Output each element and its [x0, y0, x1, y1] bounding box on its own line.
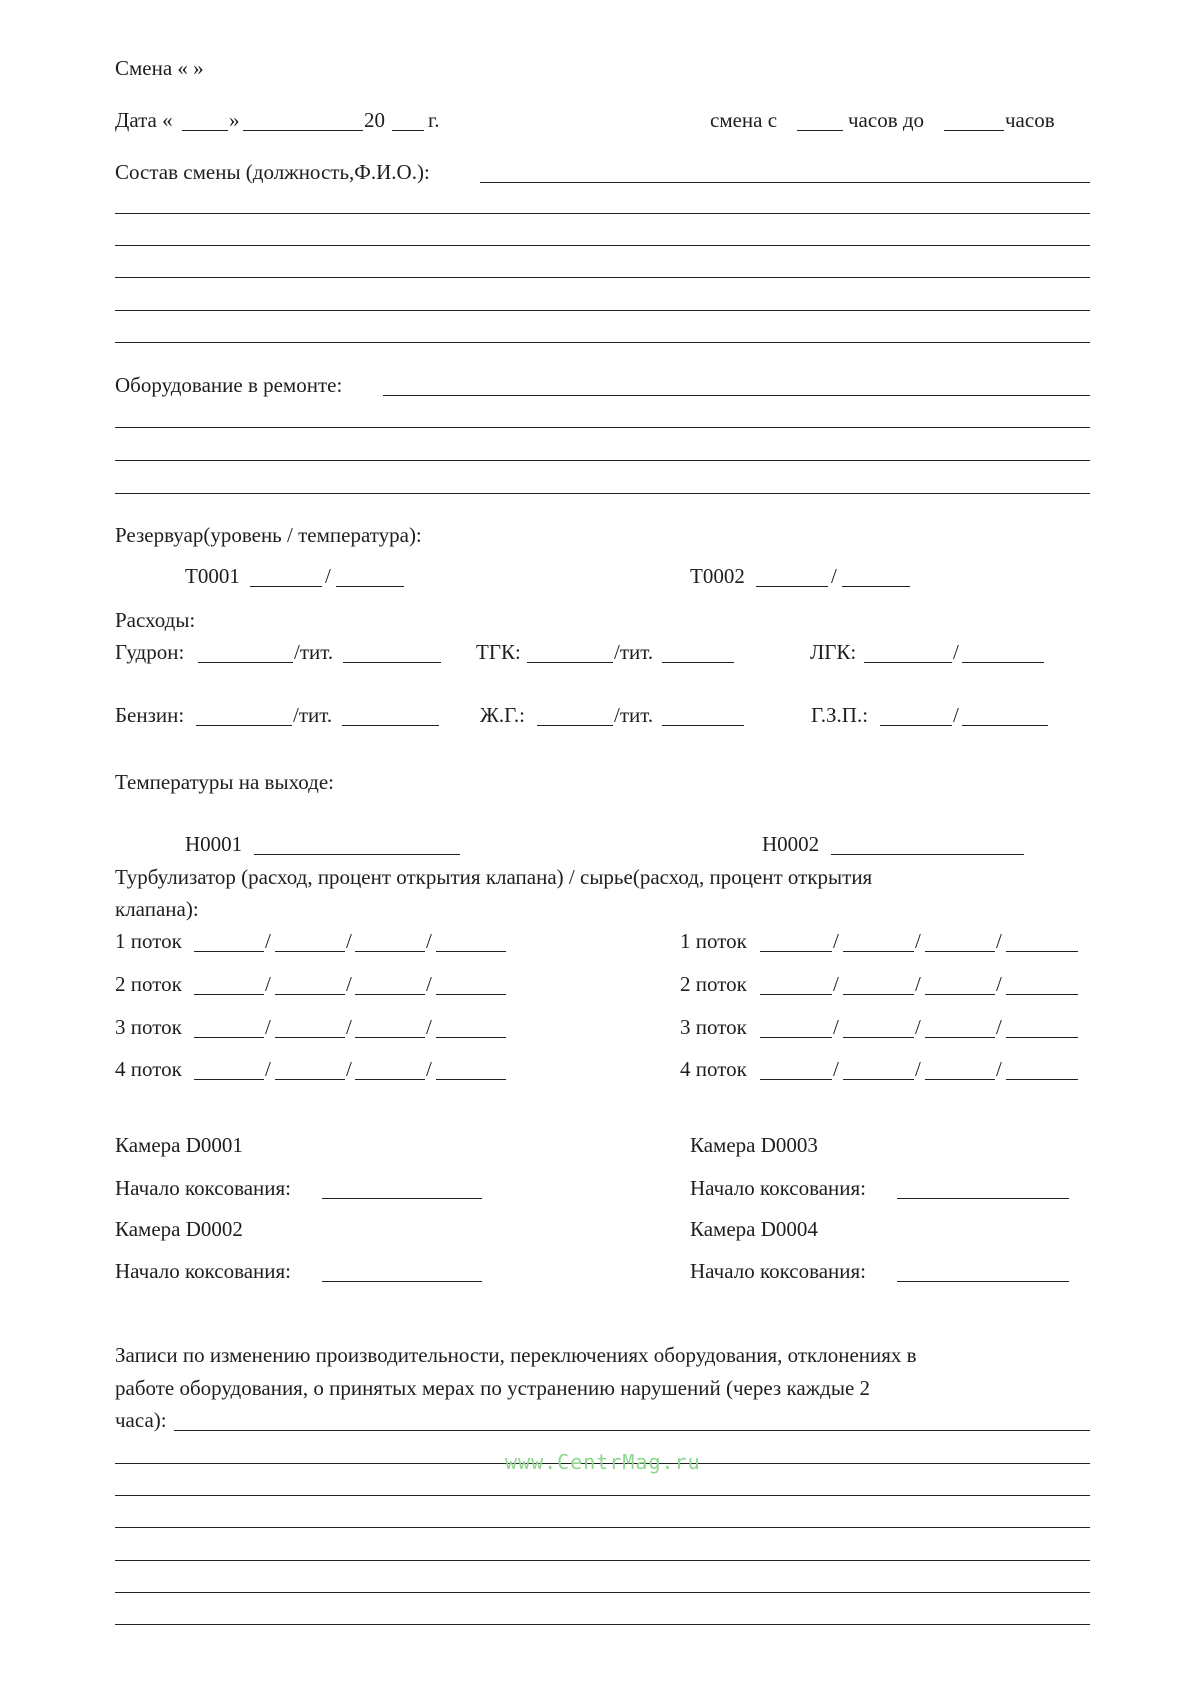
slash: /: [265, 1015, 271, 1039]
slash: /: [915, 1015, 921, 1039]
year-suffix: г.: [428, 108, 440, 132]
flow-zhg-tit-blank[interactable]: [662, 725, 744, 726]
flow-tgk-label: ТГК:: [476, 640, 521, 664]
turbulator-label: Турбулизатор (расход, процент открытия клапана) / сырье(расход, процент открытия: [115, 865, 873, 889]
outlet-h0001-label: Н0001: [185, 832, 243, 856]
flow-lgk-label: ЛГК:: [810, 640, 857, 664]
crew-line[interactable]: [115, 277, 1090, 278]
turbulator-label-cont: клапана):: [115, 897, 199, 921]
chamber-d0004-label: Камера D0004: [690, 1217, 818, 1241]
stream-blank[interactable]: [843, 994, 914, 995]
slash: /: [426, 1057, 432, 1081]
stream-blank[interactable]: [843, 1037, 914, 1038]
hours-to-label: часов до: [848, 108, 925, 132]
records-line[interactable]: [115, 1624, 1090, 1625]
repair-line[interactable]: [115, 427, 1090, 428]
stream-blank[interactable]: [275, 951, 345, 952]
flows-label: Расходы:: [115, 608, 196, 632]
stream-blank[interactable]: [355, 1079, 425, 1080]
outlet-h0002-blank[interactable]: [831, 854, 1024, 855]
coking-start-d0001-blank[interactable]: [322, 1198, 482, 1199]
slash: /: [346, 1057, 352, 1081]
date-quote-close: »: [229, 108, 240, 132]
stream-blank[interactable]: [1006, 1037, 1078, 1038]
slash: /: [996, 1015, 1002, 1039]
slash: /: [833, 1015, 839, 1039]
flow-lgk-blank[interactable]: [864, 662, 952, 663]
flow-zhg-label: Ж.Г.:: [480, 703, 525, 727]
crew-line[interactable]: [115, 213, 1090, 214]
stream-blank[interactable]: [925, 1079, 995, 1080]
crew-line[interactable]: [115, 342, 1090, 343]
repair-line[interactable]: [383, 395, 1090, 396]
records-label-cont: работе оборудования, о принятых мерах по устранению нарушений (через каждые 2: [115, 1376, 871, 1400]
stream-blank[interactable]: [436, 1079, 506, 1080]
tit-label: /тит.: [294, 640, 334, 664]
slash: /: [346, 972, 352, 996]
flow-tgk-blank[interactable]: [527, 662, 613, 663]
flow-gzp-second-blank[interactable]: [962, 725, 1048, 726]
flow-gzp-label: Г.З.П.:: [811, 703, 869, 727]
slash: /: [346, 929, 352, 953]
stream-blank[interactable]: [194, 994, 264, 995]
outlet-h0002-label: Н0002: [762, 832, 820, 856]
year-blank[interactable]: [392, 130, 424, 131]
records-label-end: часа):: [115, 1408, 167, 1432]
stream-blank[interactable]: [1006, 951, 1078, 952]
flow-tgk-tit-blank[interactable]: [662, 662, 734, 663]
shift-from-label: смена с: [710, 108, 778, 132]
crew-line[interactable]: [480, 182, 1090, 183]
slash: /: [953, 640, 959, 664]
slash: /: [833, 1057, 839, 1081]
flow-benzin-blank[interactable]: [196, 725, 292, 726]
flow-benzin-label: Бензин:: [115, 703, 185, 727]
flow-lgk-second-blank[interactable]: [962, 662, 1044, 663]
stream-blank[interactable]: [194, 1037, 264, 1038]
chamber-d0001-label: Камера D0001: [115, 1133, 243, 1157]
stream-label-right: 1 поток: [680, 929, 747, 953]
stream-blank[interactable]: [1006, 1079, 1078, 1080]
records-line[interactable]: [115, 1560, 1090, 1561]
coking-start-label: Начало коксования:: [690, 1176, 867, 1200]
stream-blank[interactable]: [843, 1079, 914, 1080]
tit-label: /тит.: [614, 640, 654, 664]
slash: /: [833, 929, 839, 953]
tank-t0002-temp-blank[interactable]: [842, 586, 910, 587]
flow-zhg-blank[interactable]: [537, 725, 613, 726]
stream-blank[interactable]: [194, 1079, 264, 1080]
stream-blank[interactable]: [760, 1037, 832, 1038]
stream-blank[interactable]: [436, 1037, 506, 1038]
records-line[interactable]: [115, 1495, 1090, 1496]
slash: /: [833, 972, 839, 996]
stream-blank[interactable]: [760, 1079, 832, 1080]
slash: /: [915, 929, 921, 953]
tank-t0002-level-blank[interactable]: [756, 586, 828, 587]
records-label: Записи по изменению производительности, переключениях оборудования, отклонениях в: [115, 1343, 917, 1367]
slash: /: [426, 1015, 432, 1039]
stream-blank[interactable]: [925, 951, 995, 952]
date-day-blank[interactable]: [182, 130, 228, 131]
flow-gzp-blank[interactable]: [880, 725, 952, 726]
records-line[interactable]: [174, 1430, 1090, 1431]
slash: /: [831, 564, 837, 588]
shift-label: Смена « »: [115, 56, 204, 80]
slash: /: [265, 929, 271, 953]
slash: /: [996, 929, 1002, 953]
stream-blank[interactable]: [1006, 994, 1078, 995]
slash: /: [265, 972, 271, 996]
tank-label: Резервуар(уровень / температура):: [115, 523, 422, 547]
date-label: Дата «: [115, 108, 173, 132]
stream-blank[interactable]: [355, 994, 425, 995]
stream-blank[interactable]: [436, 994, 506, 995]
tank-t0001-temp-blank[interactable]: [336, 586, 404, 587]
coking-start-d0002-blank[interactable]: [322, 1281, 482, 1282]
stream-label-left: 2 поток: [115, 972, 182, 996]
stream-label-right: 4 поток: [680, 1057, 747, 1081]
year-prefix: 20: [364, 108, 385, 132]
chamber-d0002-label: Камера D0002: [115, 1217, 243, 1241]
repair-line[interactable]: [115, 493, 1090, 494]
stream-blank[interactable]: [355, 951, 425, 952]
records-line[interactable]: [115, 1592, 1090, 1593]
slash: /: [325, 564, 331, 588]
tank-t0001-label: Т0001: [185, 564, 240, 588]
coking-start-d0003-blank[interactable]: [897, 1198, 1069, 1199]
stream-label-left: 1 поток: [115, 929, 182, 953]
slash: /: [953, 703, 959, 727]
slash: /: [915, 972, 921, 996]
hours-label: часов: [1005, 108, 1055, 132]
outlet-temp-label: Температуры на выходе:: [115, 770, 335, 794]
flow-gudron-blank[interactable]: [198, 662, 293, 663]
stream-blank[interactable]: [760, 951, 832, 952]
coking-start-d0004-blank[interactable]: [897, 1281, 1069, 1282]
flow-benzin-tit-blank[interactable]: [342, 725, 439, 726]
slash: /: [915, 1057, 921, 1081]
watermark: www.CentrMag.ru: [505, 1450, 701, 1474]
flow-gudron-label: Гудрон:: [115, 640, 185, 664]
stream-blank[interactable]: [194, 951, 264, 952]
stream-blank[interactable]: [843, 951, 914, 952]
stream-label-right: 3 поток: [680, 1015, 747, 1039]
stream-blank[interactable]: [355, 1037, 425, 1038]
tank-t0001-level-blank[interactable]: [250, 586, 322, 587]
crew-label: Состав смены (должность,Ф.И.О.):: [115, 160, 430, 184]
repair-label: Оборудование в ремонте:: [115, 373, 343, 397]
stream-label-left: 3 поток: [115, 1015, 182, 1039]
coking-start-label: Начало коксования:: [115, 1259, 292, 1283]
slash: /: [426, 972, 432, 996]
coking-start-label: Начало коксования:: [115, 1176, 292, 1200]
slash: /: [996, 1057, 1002, 1081]
shift-to-blank[interactable]: [944, 130, 1004, 131]
slash: /: [426, 929, 432, 953]
coking-start-label: Начало коксования:: [690, 1259, 867, 1283]
slash: /: [996, 972, 1002, 996]
tit-label: /тит.: [293, 703, 333, 727]
stream-blank[interactable]: [925, 994, 995, 995]
crew-line[interactable]: [115, 245, 1090, 246]
flow-gudron-tit-blank[interactable]: [343, 662, 441, 663]
date-month-blank[interactable]: [243, 130, 363, 131]
outlet-h0001-blank[interactable]: [254, 854, 460, 855]
stream-label-right: 2 поток: [680, 972, 747, 996]
tank-t0002-label: Т0002: [690, 564, 745, 588]
slash: /: [265, 1057, 271, 1081]
records-line[interactable]: [115, 1527, 1090, 1528]
slash: /: [346, 1015, 352, 1039]
stream-blank[interactable]: [275, 1079, 345, 1080]
stream-label-left: 4 поток: [115, 1057, 182, 1081]
stream-blank[interactable]: [925, 1037, 995, 1038]
shift-from-blank[interactable]: [797, 130, 843, 131]
crew-line[interactable]: [115, 310, 1090, 311]
stream-blank[interactable]: [275, 1037, 345, 1038]
stream-blank[interactable]: [436, 951, 506, 952]
repair-line[interactable]: [115, 460, 1090, 461]
stream-blank[interactable]: [275, 994, 345, 995]
tit-label: /тит.: [614, 703, 654, 727]
chamber-d0003-label: Камера D0003: [690, 1133, 818, 1157]
stream-blank[interactable]: [760, 994, 832, 995]
